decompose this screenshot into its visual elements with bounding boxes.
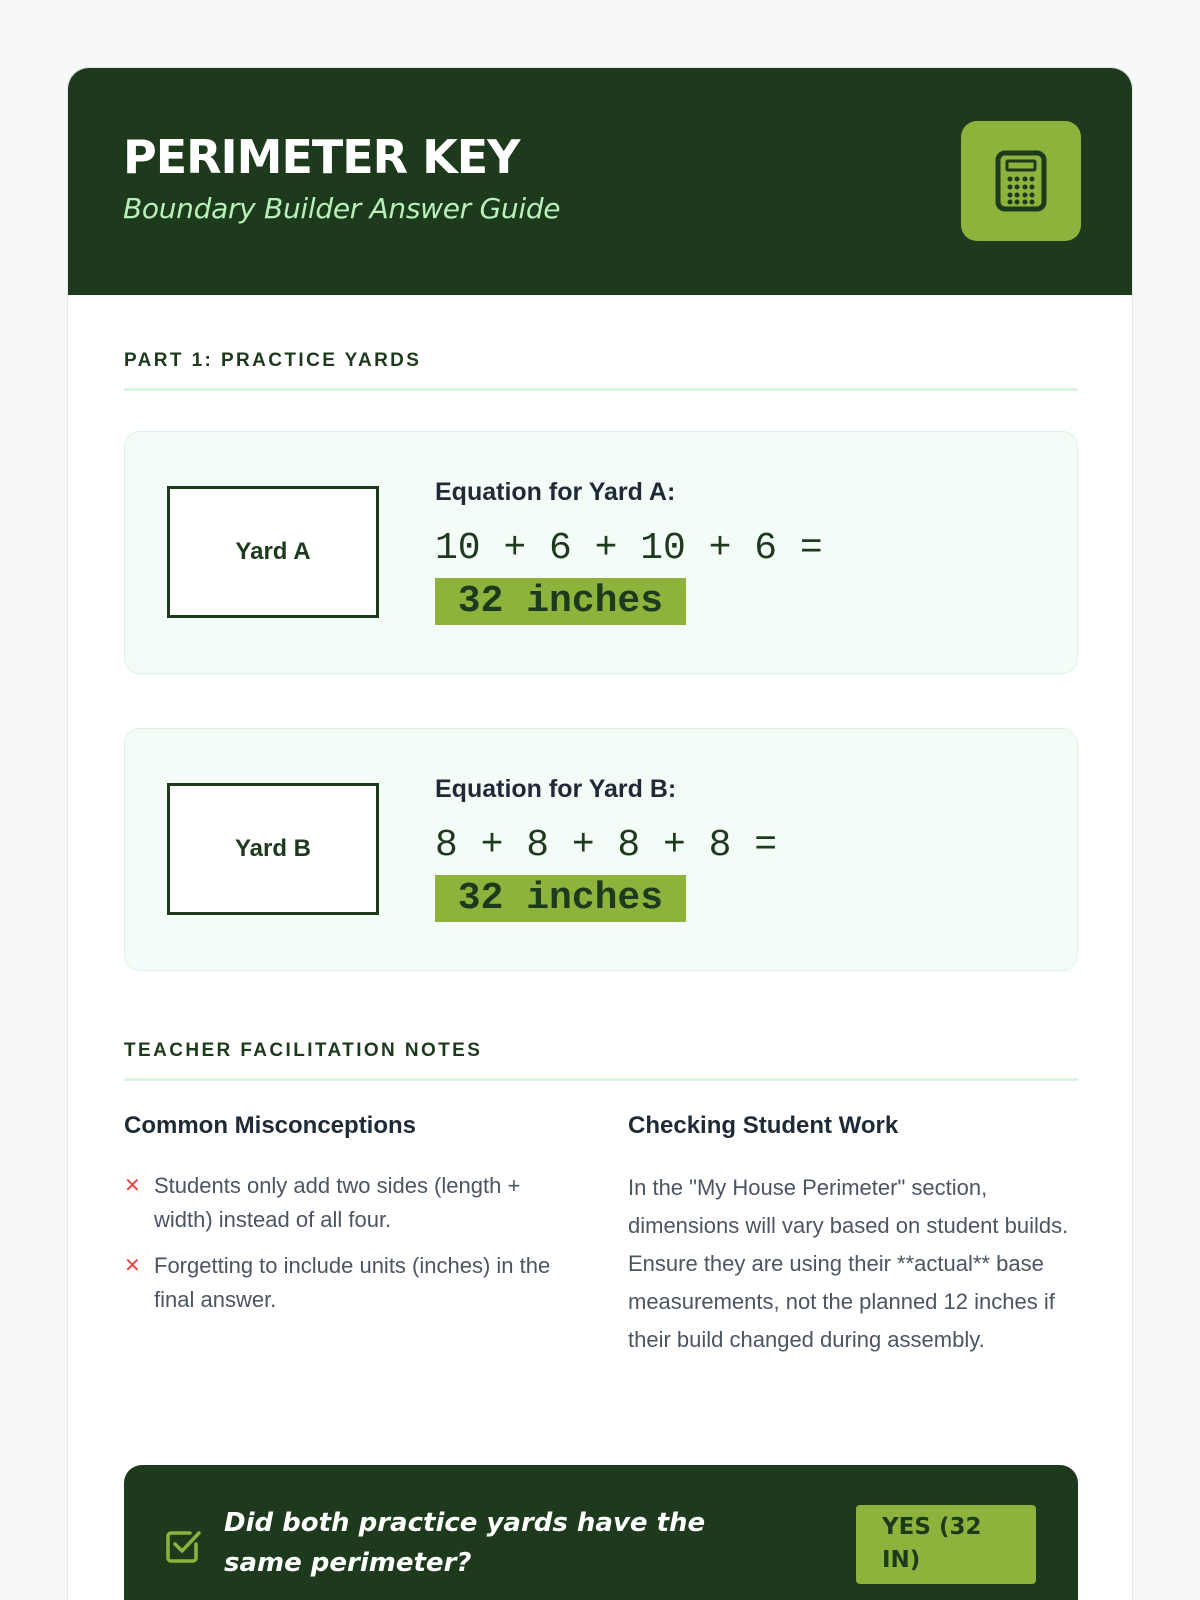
cross-icon: ✕ [124, 1255, 141, 1277]
list-item [124, 1169, 574, 1237]
section-divider [124, 1078, 1078, 1081]
summary-question: Did both practice yards have the same perimeter? [224, 1508, 706, 1578]
answer-badge: YES (32 IN) [856, 1505, 1036, 1584]
list-item [124, 1249, 574, 1317]
answer-key-card [67, 67, 1133, 1600]
section-title-practice-yards: PART 1: PRACTICE YARDS [124, 350, 422, 371]
equation [435, 522, 995, 628]
answer-highlight: 32 inches [435, 580, 686, 623]
yard-diagram: Yard B [167, 783, 379, 915]
checking-heading: Checking Student Work [628, 1112, 899, 1139]
page-subtitle: Boundary Builder Answer Guide [123, 192, 561, 225]
calculator-button[interactable] [961, 121, 1081, 241]
summary-banner [124, 1465, 1078, 1600]
checkbox-checked-icon [166, 1527, 202, 1563]
yard-diagram: Yard A [167, 486, 379, 618]
misconceptions-heading: Common Misconceptions [124, 1112, 417, 1139]
equation-terms: 10 + 6 + 10 + 6 = [435, 527, 823, 570]
cross-icon: ✕ [124, 1175, 141, 1197]
list-item-text: Students only add two sides (length + width) instead of all four. [154, 1173, 521, 1232]
list-item-text: Forgetting to include units (inches) in the final answer. [154, 1253, 551, 1312]
answer-highlight: 32 inches [435, 877, 686, 920]
equation [435, 819, 995, 925]
equation-label: Equation for Yard B: [435, 775, 677, 803]
checking-text: In the "My House Perimeter" section, dimensions will vary based on student builds. Ensure they are using their **actual** base measurements, not the planned 12 inches if their build changed during assembly. [628, 1175, 1069, 1352]
header [68, 68, 1132, 295]
page-title: PERIMETER KEY [123, 130, 520, 184]
section-title-teacher-notes: TEACHER FACILITATION NOTES [124, 1040, 483, 1061]
equation-terms: 8 + 8 + 8 + 8 = [435, 824, 778, 867]
equation-label: Equation for Yard A: [435, 478, 676, 506]
calculator-icon [995, 150, 1047, 212]
section-divider [124, 388, 1078, 391]
yard-card-b [124, 728, 1078, 971]
yard-card-a [124, 431, 1078, 674]
